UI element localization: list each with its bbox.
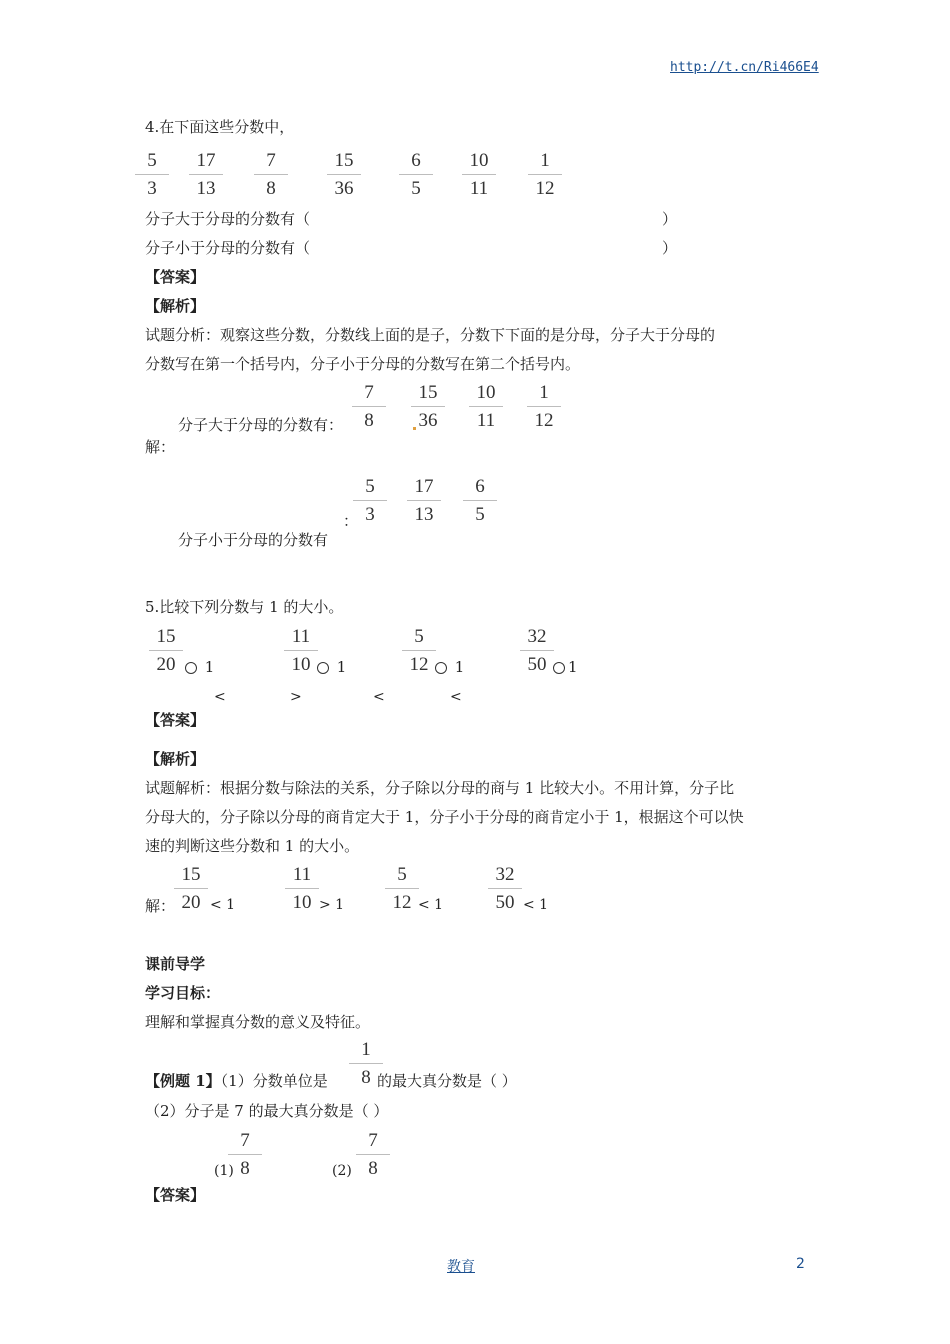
q4-answer-label: 【答案】 xyxy=(145,268,206,286)
denominator: 8 xyxy=(368,1158,378,1179)
denominator: 12 xyxy=(392,892,412,913)
fraction xyxy=(407,476,441,526)
q4-solution-prefix: 解： xyxy=(145,438,176,456)
q4-solution-colon: ： xyxy=(343,512,359,530)
numerator: 10 xyxy=(469,150,489,171)
fraction xyxy=(527,382,561,432)
denominator: 3 xyxy=(147,178,157,199)
denominator: 20 xyxy=(156,654,176,675)
fraction xyxy=(463,476,497,526)
compare-circle-icon xyxy=(553,662,565,674)
q4-analysis-label: 【解析】 xyxy=(145,297,206,315)
denominator: 12 xyxy=(534,410,554,431)
numerator: 5 xyxy=(414,626,424,647)
denominator: 36 xyxy=(334,178,354,199)
fraction xyxy=(352,382,386,432)
numerator: 10 xyxy=(476,382,496,403)
fraction-bar xyxy=(407,500,441,501)
fraction xyxy=(385,864,419,914)
fraction xyxy=(149,626,183,676)
fraction-bar xyxy=(349,1063,383,1064)
numerator: 17 xyxy=(414,476,434,497)
numerator: 32 xyxy=(495,864,515,885)
q4-analysis-text-2: 分数写在第一个括号内，分子小于分母的分数写在第二个括号内。 xyxy=(145,355,581,373)
fraction xyxy=(285,864,319,914)
fraction-bar xyxy=(527,406,561,407)
fraction xyxy=(399,150,433,200)
compare-circle-icon xyxy=(435,662,447,674)
compare-blank xyxy=(432,658,464,676)
fraction xyxy=(254,150,288,200)
numerator: 7 xyxy=(240,1130,250,1151)
denominator: 11 xyxy=(469,178,489,199)
compare-circle-icon xyxy=(317,662,329,674)
fraction-bar xyxy=(189,174,223,175)
fraction-bar xyxy=(469,406,503,407)
q5-solution-prefix: 解： xyxy=(145,897,176,915)
numerator: 1 xyxy=(540,150,550,171)
q5-sign: > xyxy=(290,689,302,705)
numerator: 15 xyxy=(334,150,354,171)
one: 1 xyxy=(336,658,347,676)
fraction xyxy=(411,382,445,432)
numerator: 7 xyxy=(266,150,276,171)
fraction-bar xyxy=(228,1154,262,1155)
compare-blank xyxy=(182,658,214,676)
denominator: 13 xyxy=(414,504,434,525)
fraction-bar xyxy=(174,888,208,889)
fraction xyxy=(189,150,223,200)
q5-solution-relation: < 1 xyxy=(418,897,444,913)
q4-title: 4.在下面这些分数中， xyxy=(145,118,295,136)
denominator: 20 xyxy=(181,892,201,913)
numerator: 32 xyxy=(527,626,547,647)
numerator: 5 xyxy=(365,476,375,497)
page-number: 2 xyxy=(796,1256,805,1272)
one: 1 xyxy=(204,658,215,676)
q5-answer-label: 【答案】 xyxy=(145,711,206,729)
fraction-bar xyxy=(399,174,433,175)
q5-solution-relation: < 1 xyxy=(523,897,549,913)
q5-solution-relation: > 1 xyxy=(319,897,345,913)
fraction xyxy=(488,864,522,914)
denominator: 50 xyxy=(495,892,515,913)
numerator: 15 xyxy=(156,626,176,647)
q4-solution-greater-label: 分子大于分母的分数有： xyxy=(178,416,344,434)
fraction-bar xyxy=(356,1154,390,1155)
fraction-bar xyxy=(327,174,361,175)
example-part-1: （1）分数单位是 xyxy=(220,1072,328,1090)
numerator: 17 xyxy=(196,150,216,171)
learning-goal-heading: 学习目标： xyxy=(145,984,221,1002)
fraction xyxy=(520,626,554,676)
one: 1 xyxy=(454,658,465,676)
footer-link[interactable]: 教育 xyxy=(447,1259,475,1275)
example-part-1-tail: 的最大真分数是（ ） xyxy=(377,1072,517,1090)
denominator: 10 xyxy=(292,892,312,913)
preview-answer-label: 【答案】 xyxy=(145,1186,206,1204)
fraction-bar xyxy=(135,174,169,175)
learning-goal-text: 理解和掌握真分数的意义及特征。 xyxy=(145,1013,371,1031)
q4-line-greater: 分子大于分母的分数有（ xyxy=(145,210,311,228)
q5-solution-relation: < 1 xyxy=(210,897,236,913)
numerator: 7 xyxy=(364,382,374,403)
example-label: 【例题 1】 xyxy=(145,1072,221,1090)
compare-blank xyxy=(314,658,346,676)
fraction-bar xyxy=(411,406,445,407)
denominator: 11 xyxy=(476,410,496,431)
denominator: 3 xyxy=(365,504,375,525)
q5-sign: < xyxy=(373,689,385,705)
denominator: 5 xyxy=(475,504,485,525)
q5-analysis-text-2: 分母大的，分子除以分母的商肯定大于 1，分子小于分母的商肯定小于 1，根据这个可以快 xyxy=(145,808,744,826)
q4-solution-less-label: 分子小于分母的分数有 xyxy=(178,531,329,549)
q5-sign: < xyxy=(214,689,226,705)
fraction xyxy=(462,150,496,200)
fraction xyxy=(356,1130,390,1180)
denominator: 12 xyxy=(409,654,429,675)
q4-line-less: 分子小于分母的分数有（ xyxy=(145,239,311,257)
numerator: 11 xyxy=(291,626,311,647)
denominator: 5 xyxy=(411,178,421,199)
fraction-bar xyxy=(520,650,554,651)
fraction xyxy=(174,864,208,914)
denominator: 12 xyxy=(535,178,555,199)
compare-circle-icon xyxy=(185,662,197,674)
fraction-bar xyxy=(385,888,419,889)
q4-line-less-close: ） xyxy=(662,239,678,257)
numerator: 1 xyxy=(539,382,549,403)
answer-index: (2) xyxy=(332,1163,352,1179)
fraction-bar xyxy=(352,406,386,407)
fraction-bar xyxy=(353,500,387,501)
denominator: 10 xyxy=(291,654,311,675)
q4-analysis-text-1: 试题分析：观察这些分数，分数线上面的是子，分数下下面的是分母，分子大于分母的 xyxy=(145,326,716,344)
fraction-bar xyxy=(285,888,319,889)
numerator: 6 xyxy=(475,476,485,497)
numerator: 5 xyxy=(147,150,157,171)
numerator: 7 xyxy=(368,1130,378,1151)
q4-line-greater-close: ） xyxy=(662,210,678,228)
q5-analysis-text-1: 试题解析：根据分数与除法的关系，分子除以分母的商与 1 比较大小。不用计算，分子比 xyxy=(145,779,735,797)
numerator: 11 xyxy=(292,864,312,885)
answer-index: (1) xyxy=(214,1163,234,1179)
numerator: 5 xyxy=(397,864,407,885)
denominator: 50 xyxy=(527,654,547,675)
q5-sign: < xyxy=(450,689,462,705)
q5-analysis-text-3: 速的判断这些分数和 1 的大小。 xyxy=(145,837,360,855)
fraction xyxy=(353,476,387,526)
q5-analysis-label: 【解析】 xyxy=(145,750,206,768)
denominator: 8 xyxy=(364,410,374,431)
fraction xyxy=(528,150,562,200)
compare-blank xyxy=(550,658,578,676)
denominator: 8 xyxy=(361,1067,371,1088)
fraction xyxy=(469,382,503,432)
section-heading: 课前导学 xyxy=(145,955,206,973)
denominator: 8 xyxy=(266,178,276,199)
fraction-bar xyxy=(284,650,318,651)
denominator: 8 xyxy=(240,1158,250,1179)
numerator: 6 xyxy=(411,150,421,171)
fraction xyxy=(284,626,318,676)
fraction-bar xyxy=(463,500,497,501)
fraction-bar xyxy=(254,174,288,175)
one: 1 xyxy=(568,658,578,676)
numerator: 15 xyxy=(181,864,201,885)
numerator: 15 xyxy=(418,382,438,403)
denominator: 36 xyxy=(418,410,438,431)
denominator: 13 xyxy=(196,178,216,199)
header-url-link[interactable]: http://t.cn/Ri466E4 xyxy=(670,60,819,75)
fraction xyxy=(327,150,361,200)
example-line-2: （2）分子是 7 的最大真分数是（ ） xyxy=(145,1102,389,1120)
fraction xyxy=(228,1130,262,1180)
example-line-1 xyxy=(145,1072,328,1090)
fraction xyxy=(402,626,436,676)
fraction-bar xyxy=(528,174,562,175)
fraction-bar xyxy=(149,650,183,651)
fraction-bar xyxy=(462,174,496,175)
fraction-bar xyxy=(488,888,522,889)
numerator: 1 xyxy=(361,1039,371,1060)
q5-title: 5.比较下列分数与 1 的大小。 xyxy=(145,598,344,616)
fraction-bar xyxy=(402,650,436,651)
fraction xyxy=(135,150,169,200)
